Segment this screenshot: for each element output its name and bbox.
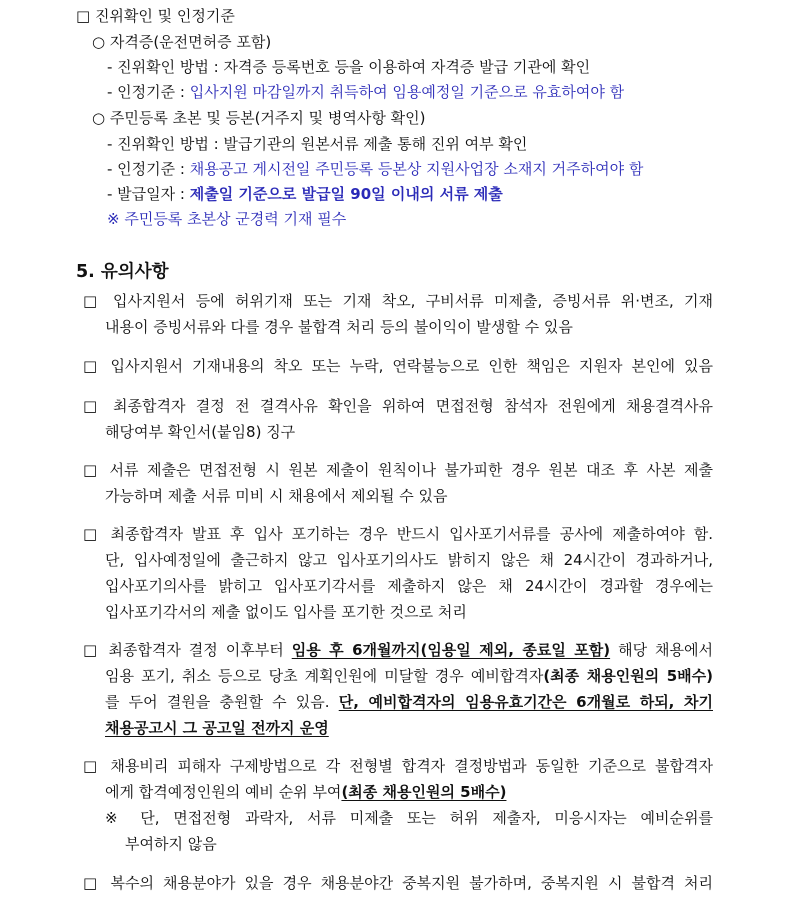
verify-section-title: □ 진위확인 및 인정기준 [76,7,235,25]
notice-item-6-text2: 임용 포기, 취소 등으로 당초 계획인원에 미달할 경우 예비합격자 [105,667,544,685]
notice-item-6-text-end: 해당 채용에서 [610,641,714,659]
notice-item-1-line1: □ 입사지원서 등에 허위기재 또는 기재 착오, 구비서류 미제출, 증빙서류 위·변조, 기재 [83,292,713,310]
resident-method: - 진위확인 방법 : 발급기관의 원본서류 제출 통해 진위 여부 확인 [107,135,528,153]
notice-item-6-text3: 를 두어 결원을 충원할 수 있음. [105,693,339,711]
resident-criteria-label: - 인정기준 : [107,160,190,178]
notice-item-5-line3: 입사포기의사를 밝히고 입사포기각서를 제출하지 않은 채 24시간이 경과할 경우에는 [105,577,713,595]
notice-item-4-line1: □ 서류 제출은 면접전형 시 원본 제출이 원칙이나 불가피한 경우 원본 대조 후 사본 제출 [83,461,713,479]
section5-title: 5. 유의사항 [76,262,169,282]
notice-item-5-line4: 입사포기각서의 제출 없이도 입사를 포기한 것으로 처리 [105,603,467,621]
notice-item-4-line2: 가능하며 제출 서류 미비 시 채용에서 제외될 수 있음 [105,487,448,505]
notice-item-6-period: 임용 후 6개월까지(임용일 제외, 종료일 포함) [291,641,611,659]
notice-item-6-validity: 단, 예비합격자의 임용유효기간은 6개월로 하되, 차기 [338,693,713,711]
notice-item-7-note-line1: ※ 단, 면접전형 과락자, 서류 미제출 또는 허위 제출자, 미응시자는 예비순위를 [105,809,713,827]
resident-criteria-value: 채용공고 게시전일 주민등록 등본상 지원사업장 소재지 거주하여야 함 [189,160,644,178]
notice-item-7-text: 에게 합격예정인원의 예비 순위 부여 [105,783,342,801]
resident-note: ※ 주민등록 초본상 군경력 기재 필수 [107,210,347,228]
resident-issue-date [107,183,503,205]
resident-criteria [107,158,643,180]
notice-item-7-line1: □ 채용비리 피해자 구제방법으로 각 전형별 합격자 결정방법과 동일한 기준으로 불합격자 [83,757,713,775]
notice-item-8-line1: □ 복수의 채용분야가 있을 경우 채용분야간 중복지원 불가하며, 중복지원 시 불합격 처리 [83,874,713,892]
notice-item-7-multiple: (최종 채용인원의 5배수) [341,783,507,801]
notice-item-5-line1: □ 최종합격자 발표 후 입사 포기하는 경우 반드시 입사포기서류를 공사에 제출하여야 함. [83,525,713,543]
license-criteria-value: 입사지원 마감일까지 취득하여 임용예정일 기준으로 유효하여야 함 [189,83,625,101]
license-criteria-label: - 인정기준 : [107,83,190,101]
notice-item-6-text: □ 최종합격자 결정 이후부터 [83,641,292,659]
notice-item-6-line2 [105,665,713,687]
resident-title: ○ 주민등록 초본 및 등본(거주지 및 병역사항 확인) [92,109,426,127]
license-criteria [107,81,624,103]
license-title: ○ 자격증(운전면허증 포함) [92,33,272,51]
notice-item-6-line1 [83,639,713,661]
notice-item-1-line2: 내용이 증빙서류와 다를 경우 불합격 처리 등의 불이익이 발생할 수 있음 [105,318,573,336]
notice-item-3-line2: 해당여부 확인서(붙임8) 징구 [105,423,296,441]
resident-issue-label: - 발급일자 : [107,185,190,203]
notice-item-7-note-line2: 부여하지 않음 [125,835,217,853]
license-method: - 진위확인 방법 : 자격증 등록번호 등을 이용하여 자격증 발급 기관에 확인 [107,58,591,76]
notice-item-6-line4: 채용공고시 그 공고일 전까지 운영 [105,719,329,737]
notice-item-2-line1: □ 입사지원서 기재내용의 착오 또는 누락, 연락불능으로 인한 책임은 지원자 본인에 있음 [83,357,713,375]
notice-item-7-line2 [105,781,506,803]
resident-issue-value: 제출일 기준으로 발급일 90일 이내의 서류 제출 [189,185,503,203]
notice-item-3-line1: □ 최종합격자 결정 전 결격사유 확인을 위하여 면접전형 참석자 전원에게 채용결격사유 [83,397,713,415]
notice-item-5-line2: 단, 입사예정일에 출근하지 않고 입사포기의사도 밝히지 않은 채 24시간이 경과하거나, [105,551,713,569]
notice-item-6-multiple: (최종 채용인원의 5배수) [543,667,713,685]
notice-item-6-line3 [105,691,713,713]
